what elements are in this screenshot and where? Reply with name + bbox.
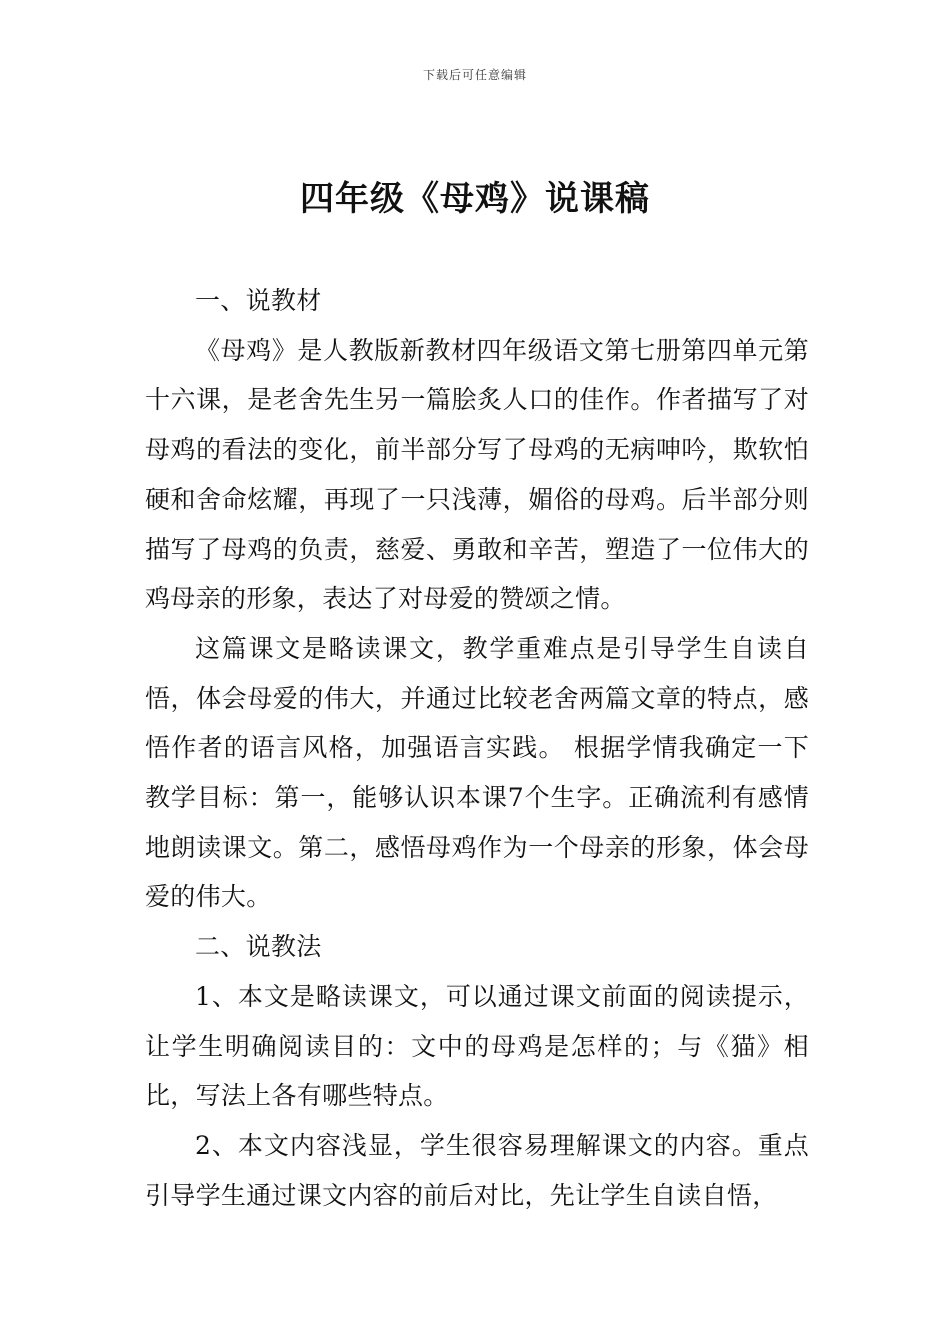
section-heading-teaching-material: 一、说教材 — [195, 286, 322, 315]
paragraph: 2、本文内容浅显，学生很容易理解课文的内容。重点引导学生通过课文内容的前后对比，先让学生自读自悟， — [145, 1130, 809, 1210]
document-title: 四年级《母鸡》说课稿 — [300, 179, 650, 219]
header-note: 下载后可任意编辑 — [422, 68, 527, 82]
document-body — [145, 276, 809, 1220]
paragraph: 这篇课文是略读课文，教学重难点是引导学生自读自悟，体会母爱的伟大，并通过比较老舍两篇文章的特点，感悟作者的语言风格，加强语言实践。 根据学情我确定一下教学目标：第一，能够认识本课7个生字。正确流利有感情地朗读课文。第二，感悟母鸡作为一个母亲的形象，体会母爱的伟大。 — [145, 633, 809, 912]
paragraph: 《母鸡》是人教版新教材四年级语文第七册第四单元第十六课，是老舍先生另一篇脍炙人口的佳作。作者描写了对母鸡的看法的变化，前半部分写了母鸡的无病呻吟，欺软怕硬和舍命炫耀，再现了一只浅薄，媚俗的母鸡。后半部分则描写了母鸡的负责，慈爱、勇敢和辛苦，塑造了一位伟大的鸡母亲的形象，表达了对母爱的赞颂之情。 — [145, 335, 809, 614]
section-heading-teaching-method: 二、说教法 — [195, 932, 322, 962]
paragraph: 1、本文是略读课文，可以通过课文前面的阅读提示，让学生明确阅读目的：文中的母鸡是怎样的；与《猫》相比，写法上各有哪些特点。 — [145, 981, 809, 1111]
